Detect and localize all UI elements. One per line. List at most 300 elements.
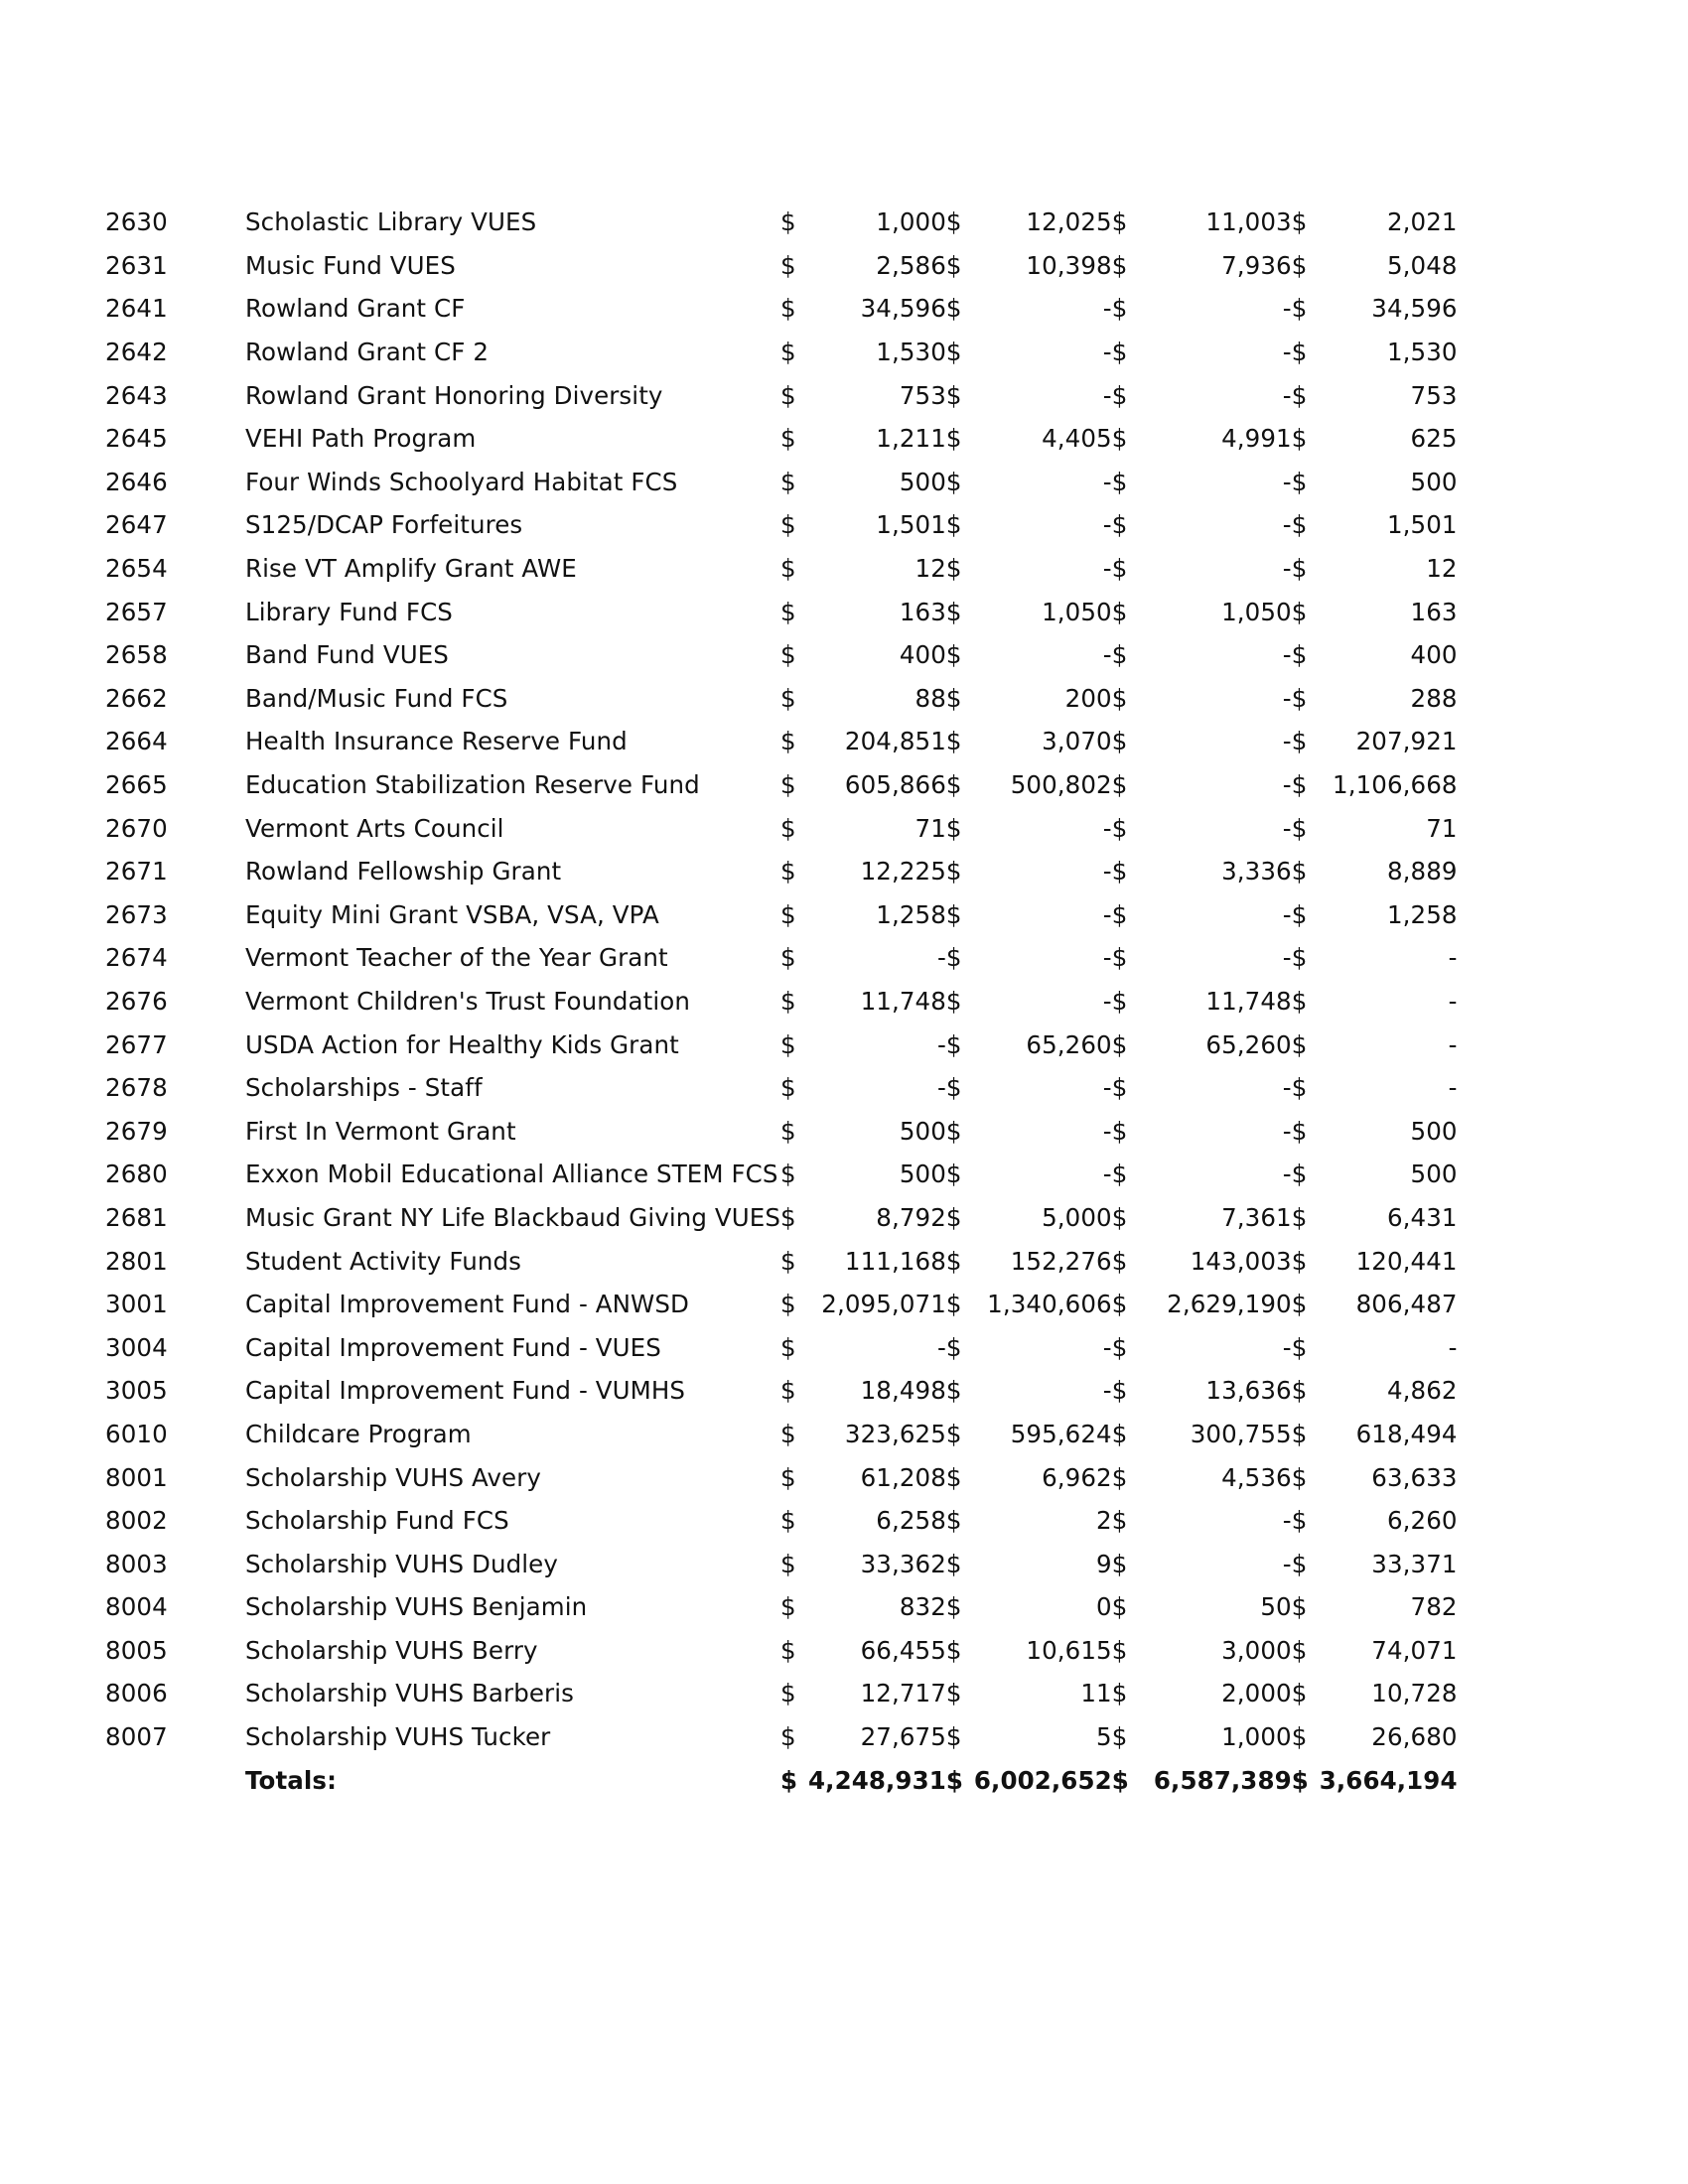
currency-symbol: $ <box>780 424 796 454</box>
currency-symbol: $ <box>780 1246 796 1276</box>
fund-code: 8005 <box>105 1635 168 1665</box>
currency-symbol: $ <box>945 1635 962 1665</box>
table-row <box>105 1542 1458 1585</box>
amount-cell: 3,000 <box>1221 1635 1292 1665</box>
amount-cell: 6,431 <box>1386 1202 1458 1232</box>
currency-symbol: $ <box>945 1462 962 1492</box>
fund-code: 2647 <box>105 510 168 540</box>
amount-cell: 1,501 <box>876 510 946 540</box>
currency-symbol: $ <box>1291 554 1308 584</box>
currency-symbol: $ <box>780 1332 796 1362</box>
amount-cell: - <box>936 1073 946 1103</box>
currency-symbol: $ <box>1291 424 1308 454</box>
total-amount: 6,002,652 <box>973 1765 1112 1795</box>
amount-cell: - <box>1102 1160 1112 1189</box>
table-row <box>105 1629 1458 1673</box>
table-row <box>105 417 1458 461</box>
amount-cell: - <box>1448 1332 1458 1362</box>
amount-cell: 500 <box>1410 467 1458 496</box>
table-row <box>105 763 1458 807</box>
fund-code: 2657 <box>105 597 168 626</box>
currency-symbol: $ <box>1111 338 1128 367</box>
amount-cell: 163 <box>1410 597 1458 626</box>
amount-cell: 7,361 <box>1221 1202 1292 1232</box>
amount-cell: - <box>1448 986 1458 1016</box>
currency-symbol: $ <box>780 813 796 843</box>
amount-cell: 605,866 <box>844 770 946 800</box>
currency-symbol: $ <box>1291 770 1308 800</box>
fund-code: 2664 <box>105 727 168 756</box>
currency-symbol: $ <box>780 1290 796 1319</box>
amount-cell: 27,675 <box>860 1722 946 1752</box>
amount-cell: 88 <box>914 683 946 713</box>
fund-code <box>105 1758 245 1802</box>
table-row <box>105 287 1458 331</box>
amount-cell: - <box>936 943 946 973</box>
amount-cell: 5 <box>1096 1722 1112 1752</box>
amount-cell: - <box>1102 1073 1112 1103</box>
currency-symbol: $ <box>1291 986 1308 1016</box>
currency-symbol: $ <box>1291 1029 1308 1059</box>
total-amount: 6,587,389 <box>1153 1765 1292 1795</box>
amount-cell: 4,536 <box>1221 1462 1292 1492</box>
amount-cell: 3,336 <box>1221 857 1292 887</box>
amount-cell: 120,441 <box>1355 1246 1458 1276</box>
amount-cell: 74,071 <box>1371 1635 1458 1665</box>
amount-cell: 200 <box>1064 683 1112 713</box>
currency-symbol: $ <box>1111 683 1128 713</box>
currency-symbol: $ <box>1291 597 1308 626</box>
amount-cell: 12 <box>1426 554 1458 584</box>
table-row <box>105 1023 1458 1066</box>
currency-symbol: $ <box>945 424 962 454</box>
currency-symbol: $ <box>945 338 962 367</box>
currency-symbol: $ <box>1111 597 1128 626</box>
currency-symbol: $ <box>945 1722 962 1752</box>
currency-symbol: $ <box>780 1462 796 1492</box>
currency-symbol: $ <box>1111 1679 1128 1708</box>
fund-name: Equity Mini Grant VSBA, VSA, VPA <box>245 899 659 929</box>
currency-symbol: $ <box>1291 899 1308 929</box>
currency-symbol: $ <box>780 770 796 800</box>
currency-symbol: $ <box>780 510 796 540</box>
currency-symbol: $ <box>780 207 796 237</box>
currency-symbol: $ <box>780 1592 796 1622</box>
amount-cell: 832 <box>899 1592 946 1622</box>
currency-symbol: $ <box>1111 1549 1128 1578</box>
currency-symbol: $ <box>1111 510 1128 540</box>
amount-cell: 2,021 <box>1386 207 1458 237</box>
currency-symbol: $ <box>945 727 962 756</box>
currency-symbol: $ <box>1291 1419 1308 1448</box>
table-row <box>105 677 1458 721</box>
fund-code: 6010 <box>105 1419 168 1448</box>
fund-name: Scholarship VUHS Tucker <box>245 1722 551 1752</box>
currency-symbol: $ <box>1111 467 1128 496</box>
currency-symbol: $ <box>945 1332 962 1362</box>
amount-cell: 1,530 <box>1386 338 1458 367</box>
currency-symbol: $ <box>1291 683 1308 713</box>
currency-symbol: $ <box>945 467 962 496</box>
fund-code: 8006 <box>105 1679 168 1708</box>
table-row <box>105 1066 1458 1110</box>
fund-name: Scholarship VUHS Benjamin <box>245 1592 588 1622</box>
fund-code: 3004 <box>105 1332 168 1362</box>
currency-symbol: $ <box>1291 510 1308 540</box>
amount-cell: - <box>1448 1073 1458 1103</box>
fund-code: 8001 <box>105 1462 168 1492</box>
amount-cell: - <box>1102 338 1112 367</box>
currency-symbol: $ <box>1111 424 1128 454</box>
amount-cell: 111,168 <box>844 1246 946 1276</box>
currency-symbol: $ <box>945 943 962 973</box>
currency-symbol: $ <box>945 1592 962 1622</box>
fund-name: Four Winds Schoolyard Habitat FCS <box>245 467 678 496</box>
currency-symbol: $ <box>1291 1679 1308 1708</box>
currency-symbol: $ <box>1291 857 1308 887</box>
currency-symbol: $ <box>1111 1290 1128 1319</box>
fund-name: Rise VT Amplify Grant AWE <box>245 554 577 584</box>
amount-cell: 7,936 <box>1221 250 1292 280</box>
amount-cell: 5,048 <box>1386 250 1458 280</box>
amount-cell: 33,371 <box>1371 1549 1458 1578</box>
amount-cell: 4,862 <box>1386 1376 1458 1406</box>
table-row <box>105 1455 1458 1499</box>
amount-cell: 71 <box>1426 813 1458 843</box>
table-row <box>105 936 1458 980</box>
currency-symbol: $ <box>1291 1332 1308 1362</box>
fund-name: Band/Music Fund FCS <box>245 683 508 713</box>
totals-label: Totals: <box>245 1765 338 1795</box>
amount-cell: 1,258 <box>876 899 946 929</box>
fund-code: 2801 <box>105 1246 168 1276</box>
currency-symbol: $ <box>1291 1635 1308 1665</box>
amount-cell: 2,586 <box>876 250 946 280</box>
currency-symbol: $ <box>1111 554 1128 584</box>
amount-cell: 26,680 <box>1371 1722 1458 1752</box>
currency-symbol: $ <box>945 1246 962 1276</box>
amount-cell: 204,851 <box>844 727 946 756</box>
currency-symbol: $ <box>1111 943 1128 973</box>
amount-cell: 618,494 <box>1355 1419 1458 1448</box>
currency-symbol: $ <box>780 338 796 367</box>
currency-symbol: $ <box>1291 1116 1308 1146</box>
amount-cell: 6,258 <box>876 1506 946 1536</box>
currency-symbol: $ <box>1111 857 1128 887</box>
fund-code: 2646 <box>105 467 168 496</box>
fund-code: 2678 <box>105 1073 168 1103</box>
currency-symbol: $ <box>780 1722 796 1752</box>
amount-cell: 2,629,190 <box>1167 1290 1292 1319</box>
currency-symbol: $ <box>945 380 962 410</box>
amount-cell: - <box>1282 813 1292 843</box>
currency-symbol: $ <box>945 1765 964 1795</box>
amount-cell: 71 <box>914 813 946 843</box>
currency-symbol: $ <box>780 857 796 887</box>
amount-cell: - <box>936 1332 946 1362</box>
amount-cell: 9 <box>1096 1549 1112 1578</box>
fund-name: Scholastic Library VUES <box>245 207 537 237</box>
currency-symbol: $ <box>780 467 796 496</box>
currency-symbol: $ <box>780 727 796 756</box>
amount-cell: 34,596 <box>860 294 946 324</box>
table-row <box>105 503 1458 547</box>
amount-cell: - <box>1282 380 1292 410</box>
amount-cell: 2 <box>1096 1506 1112 1536</box>
currency-symbol: $ <box>945 554 962 584</box>
fund-name: Childcare Program <box>245 1419 472 1448</box>
fund-name: Rowland Grant Honoring Diversity <box>245 380 663 410</box>
fund-name: Vermont Arts Council <box>245 813 504 843</box>
amount-cell: 782 <box>1410 1592 1458 1622</box>
currency-symbol: $ <box>1291 1506 1308 1536</box>
amount-cell: 806,487 <box>1355 1290 1458 1319</box>
amount-cell: 63,633 <box>1371 1462 1458 1492</box>
fund-name: S125/DCAP Forfeitures <box>245 510 523 540</box>
currency-symbol: $ <box>1291 1765 1309 1795</box>
fund-name: VEHI Path Program <box>245 424 477 454</box>
amount-cell: 11,748 <box>860 986 946 1016</box>
currency-symbol: $ <box>1111 1765 1129 1795</box>
currency-symbol: $ <box>945 683 962 713</box>
currency-symbol: $ <box>945 640 962 670</box>
currency-symbol: $ <box>1111 380 1128 410</box>
currency-symbol: $ <box>945 857 962 887</box>
amount-cell: - <box>1282 943 1292 973</box>
currency-symbol: $ <box>780 380 796 410</box>
amount-cell: 6,260 <box>1386 1506 1458 1536</box>
fund-code: 3005 <box>105 1376 168 1406</box>
currency-symbol: $ <box>1291 1722 1308 1752</box>
amount-cell: 12,025 <box>1026 207 1112 237</box>
amount-cell: 2,000 <box>1221 1679 1292 1708</box>
amount-cell: 1,211 <box>876 424 946 454</box>
currency-symbol: $ <box>945 294 962 324</box>
amount-cell: 10,615 <box>1026 1635 1112 1665</box>
amount-cell: - <box>1448 943 1458 973</box>
fund-name: Scholarship VUHS Berry <box>245 1635 538 1665</box>
amount-cell: - <box>1102 467 1112 496</box>
currency-symbol: $ <box>1111 1462 1128 1492</box>
currency-symbol: $ <box>1111 1246 1128 1276</box>
currency-symbol: $ <box>945 1116 962 1146</box>
fund-name: Education Stabilization Reserve Fund <box>245 770 700 800</box>
amount-cell: 152,276 <box>1010 1246 1112 1276</box>
currency-symbol: $ <box>1291 727 1308 756</box>
amount-cell: 65,260 <box>1205 1029 1292 1059</box>
amount-cell: 34,596 <box>1371 294 1458 324</box>
currency-symbol: $ <box>1291 294 1308 324</box>
currency-symbol: $ <box>1291 1160 1308 1189</box>
amount-cell: - <box>1102 813 1112 843</box>
currency-symbol: $ <box>1111 1332 1128 1362</box>
total-amount: 3,664,194 <box>1319 1765 1458 1795</box>
currency-symbol: $ <box>945 899 962 929</box>
currency-symbol: $ <box>1111 1635 1128 1665</box>
amount-cell: 163 <box>899 597 946 626</box>
currency-symbol: $ <box>945 1029 962 1059</box>
currency-symbol: $ <box>945 770 962 800</box>
amount-cell: - <box>1282 1073 1292 1103</box>
currency-symbol: $ <box>1291 467 1308 496</box>
amount-cell: 18,498 <box>860 1376 946 1406</box>
currency-symbol: $ <box>945 1160 962 1189</box>
currency-symbol: $ <box>780 943 796 973</box>
amount-cell: 500 <box>1410 1116 1458 1146</box>
amount-cell: 500 <box>899 1116 946 1146</box>
table-row <box>105 980 1458 1024</box>
currency-symbol: $ <box>1111 899 1128 929</box>
table-row <box>105 1196 1458 1240</box>
amount-cell: - <box>1282 1332 1292 1362</box>
currency-symbol: $ <box>1111 294 1128 324</box>
currency-symbol: $ <box>1111 207 1128 237</box>
amount-cell: - <box>1282 727 1292 756</box>
table-row <box>105 893 1458 937</box>
amount-cell: 6,962 <box>1042 1462 1112 1492</box>
currency-symbol: $ <box>1111 770 1128 800</box>
fund-name: Music Fund VUES <box>245 250 456 280</box>
amount-cell: 595,624 <box>1010 1419 1112 1448</box>
table-row <box>105 1369 1458 1413</box>
amount-cell: 500 <box>1410 1160 1458 1189</box>
currency-symbol: $ <box>1291 1202 1308 1232</box>
table-row <box>105 331 1458 374</box>
amount-cell: - <box>1102 986 1112 1016</box>
table-row <box>105 1325 1458 1369</box>
amount-cell: - <box>1282 1160 1292 1189</box>
table-row <box>105 461 1458 504</box>
amount-cell: 8,792 <box>876 1202 946 1232</box>
table-row <box>105 1239 1458 1283</box>
table-row <box>105 244 1458 288</box>
amount-cell: - <box>1282 640 1292 670</box>
currency-symbol: $ <box>780 1116 796 1146</box>
currency-symbol: $ <box>1291 1073 1308 1103</box>
amount-cell: 288 <box>1410 683 1458 713</box>
currency-symbol: $ <box>780 1549 796 1578</box>
table-row <box>105 373 1458 417</box>
currency-symbol: $ <box>780 250 796 280</box>
fund-name: USDA Action for Healthy Kids Grant <box>245 1029 679 1059</box>
amount-cell: 11,748 <box>1205 986 1292 1016</box>
currency-symbol: $ <box>1291 207 1308 237</box>
currency-symbol: $ <box>1291 250 1308 280</box>
fund-rows <box>105 201 1458 1758</box>
fund-name: Scholarships - Staff <box>245 1073 483 1103</box>
table-row <box>105 1413 1458 1456</box>
fund-name: Vermont Children's Trust Foundation <box>245 986 690 1016</box>
fund-name: Exxon Mobil Educational Alliance STEM FCS <box>245 1160 778 1189</box>
currency-symbol: $ <box>1291 338 1308 367</box>
fund-balance-table <box>105 201 1458 1802</box>
amount-cell: 3,070 <box>1042 727 1112 756</box>
amount-cell: - <box>1102 1116 1112 1146</box>
fund-code: 2665 <box>105 770 168 800</box>
amount-cell: - <box>1102 380 1112 410</box>
fund-code: 2662 <box>105 683 168 713</box>
currency-symbol: $ <box>945 1202 962 1232</box>
amount-cell: 10,728 <box>1371 1679 1458 1708</box>
fund-code: 2630 <box>105 207 168 237</box>
table-row <box>105 1109 1458 1153</box>
fund-code: 2654 <box>105 554 168 584</box>
fund-name: Vermont Teacher of the Year Grant <box>245 943 668 973</box>
amount-cell: 1,530 <box>876 338 946 367</box>
amount-cell: - <box>1282 294 1292 324</box>
fund-code: 2676 <box>105 986 168 1016</box>
amount-cell: - <box>1282 770 1292 800</box>
fund-code: 2643 <box>105 380 168 410</box>
amount-cell: 10,398 <box>1026 250 1112 280</box>
currency-symbol: $ <box>1111 1160 1128 1189</box>
currency-symbol: $ <box>1291 1376 1308 1406</box>
table-row <box>105 547 1458 591</box>
amount-cell: - <box>1282 1116 1292 1146</box>
amount-cell: 5,000 <box>1042 1202 1112 1232</box>
currency-symbol: $ <box>1111 813 1128 843</box>
table-row <box>105 590 1458 633</box>
amount-cell: 753 <box>899 380 946 410</box>
currency-symbol: $ <box>780 1635 796 1665</box>
table-row <box>105 633 1458 677</box>
amount-cell: - <box>1102 857 1112 887</box>
fund-name: Student Activity Funds <box>245 1246 521 1276</box>
amount-cell: - <box>1282 338 1292 367</box>
amount-cell: - <box>1282 1506 1292 1536</box>
currency-symbol: $ <box>1291 813 1308 843</box>
currency-symbol: $ <box>780 640 796 670</box>
currency-symbol: $ <box>1111 1376 1128 1406</box>
amount-cell: - <box>1102 1332 1112 1362</box>
amount-cell: - <box>1282 510 1292 540</box>
table-row <box>105 201 1458 244</box>
currency-symbol: $ <box>945 1419 962 1448</box>
currency-symbol: $ <box>780 1029 796 1059</box>
currency-symbol: $ <box>945 1549 962 1578</box>
table-row <box>105 1499 1458 1543</box>
fund-code: 2658 <box>105 640 168 670</box>
amount-cell: 8,889 <box>1386 857 1458 887</box>
amount-cell: - <box>1102 1376 1112 1406</box>
amount-cell: 323,625 <box>844 1419 946 1448</box>
currency-symbol: $ <box>780 1419 796 1448</box>
fund-name: Rowland Grant CF <box>245 294 466 324</box>
amount-cell: 2,095,071 <box>821 1290 946 1319</box>
fund-name: Scholarship VUHS Avery <box>245 1462 541 1492</box>
fund-code: 2670 <box>105 813 168 843</box>
amount-cell: 400 <box>899 640 946 670</box>
amount-cell: - <box>1448 1029 1458 1059</box>
fund-code: 2677 <box>105 1029 168 1059</box>
amount-cell: - <box>1282 1549 1292 1578</box>
currency-symbol: $ <box>1111 1592 1128 1622</box>
currency-symbol: $ <box>945 1679 962 1708</box>
amount-cell: 1,000 <box>1221 1722 1292 1752</box>
currency-symbol: $ <box>945 510 962 540</box>
amount-cell: 0 <box>1096 1592 1112 1622</box>
fund-name: Capital Improvement Fund - VUES <box>245 1332 661 1362</box>
currency-symbol: $ <box>1291 380 1308 410</box>
amount-cell: 753 <box>1410 380 1458 410</box>
amount-cell: 300,755 <box>1190 1419 1292 1448</box>
fund-name: Music Grant NY Life Blackbaud Giving VUES <box>245 1202 781 1232</box>
amount-cell: 1,000 <box>876 207 946 237</box>
currency-symbol: $ <box>780 1160 796 1189</box>
fund-name: Capital Improvement Fund - VUMHS <box>245 1376 686 1406</box>
currency-symbol: $ <box>780 986 796 1016</box>
amount-cell: - <box>1282 683 1292 713</box>
